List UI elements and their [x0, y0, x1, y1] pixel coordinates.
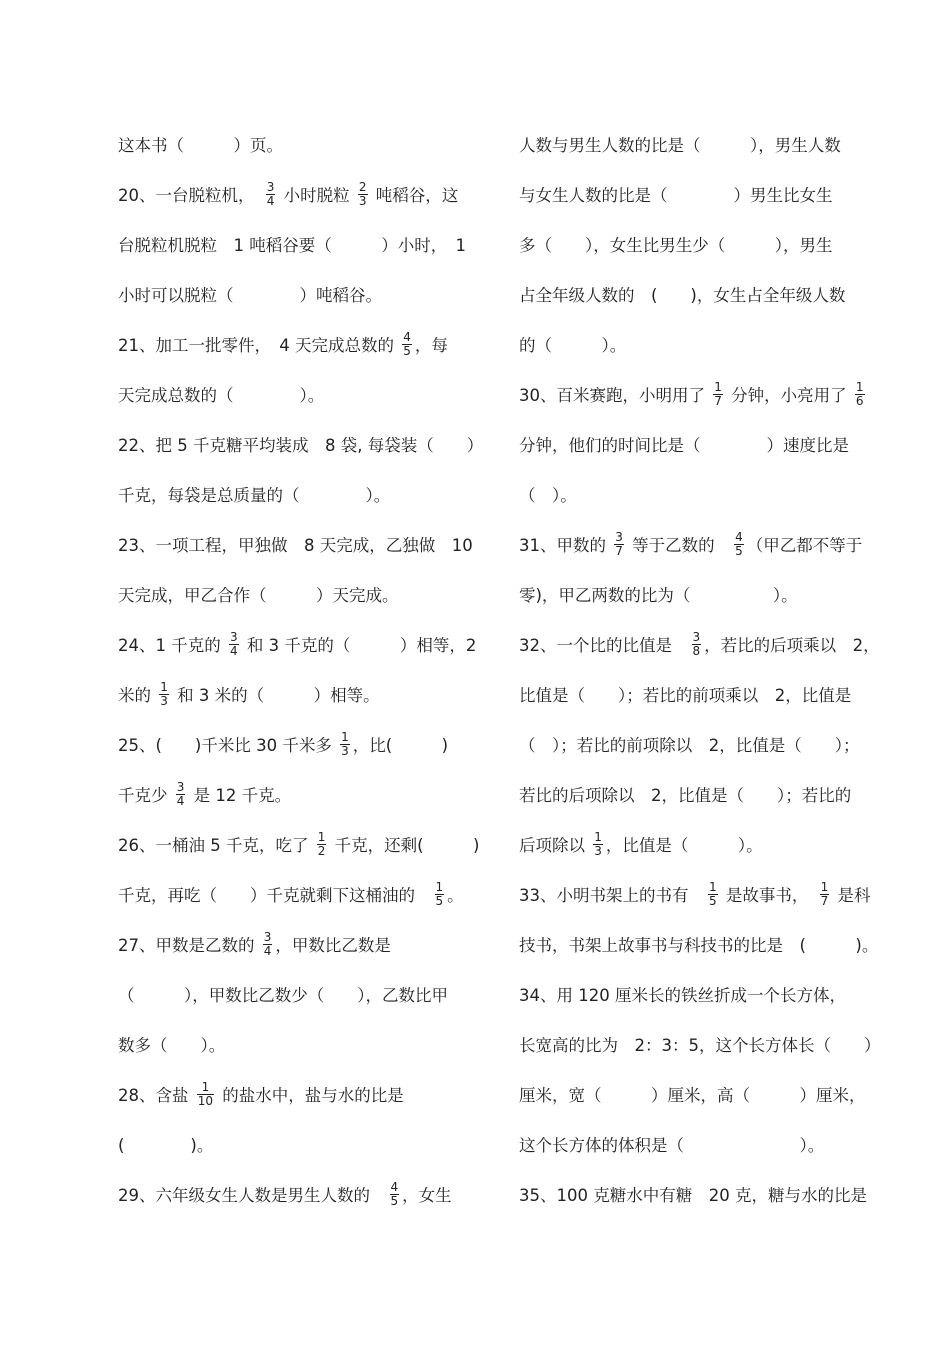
text-run: 分钟，他们的时间比是（ ）速度比是: [519, 436, 849, 455]
text-line: [118, 1021, 486, 1071]
text-line: [118, 271, 486, 321]
fraction-numerator: 1: [341, 730, 349, 744]
fraction: [692, 631, 702, 658]
text-run: 等于乙数的: [626, 536, 732, 555]
text-run: 千克，每袋是总质量的（ ）。: [118, 486, 391, 505]
text-run: 是 12 千克。: [188, 786, 292, 805]
text-line: [519, 671, 887, 721]
text-run: 23、一项工程，甲独做 8 天完成，乙独做 10: [118, 536, 473, 555]
left-column: [118, 121, 486, 1221]
text-line: [519, 571, 887, 621]
text-run: 米的: [118, 686, 157, 705]
text-line: [519, 821, 887, 871]
fraction-denominator: 7: [714, 394, 722, 408]
text-line: [118, 1071, 486, 1121]
fraction-numerator: 2: [358, 180, 367, 194]
fraction-numerator: 1: [160, 680, 168, 694]
fraction-denominator: 4: [229, 644, 238, 658]
text-run: 31、甲数的: [519, 536, 612, 555]
fraction-numerator: 4: [390, 1180, 399, 1194]
text-run: 千克，再吃（ ）千克就剩下这桶油的: [118, 886, 432, 905]
text-run: 25、( )千米比 30 千米多: [118, 736, 338, 755]
fraction: [713, 381, 723, 408]
fraction-denominator: 5: [390, 1194, 399, 1208]
text-run: 后项除以: [519, 836, 591, 855]
text-run: 。: [447, 886, 464, 905]
text-run: 30、百米赛跑，小明用了: [519, 386, 711, 405]
text-line: [118, 771, 486, 821]
text-line: [118, 1171, 486, 1221]
text-run: ，比( ): [352, 736, 449, 755]
text-run: 小时可以脱粒（ ）吨稻谷。: [118, 286, 382, 305]
text-run: 33、小明书架上的书有: [519, 886, 705, 905]
fraction-denominator: 3: [358, 194, 367, 208]
text-line: [519, 471, 887, 521]
fraction-numerator: 1: [594, 830, 602, 844]
fraction-denominator: 4: [176, 794, 185, 808]
text-run: 台脱粒机脱粒 1 吨稻谷要（ ）小时， 1: [118, 236, 466, 255]
text-run: 天完成，甲乙合作（ ）天完成。: [118, 586, 399, 605]
text-line: [118, 821, 486, 871]
text-line: [118, 421, 486, 471]
text-run: 和 3 米的（ ）相等。: [171, 686, 380, 705]
text-run: 26、一桶油 5 千克，吃了: [118, 836, 314, 855]
text-run: 是科: [832, 886, 871, 905]
fraction-numerator: 4: [735, 530, 743, 544]
text-run: （ ）；若比的前项除以 2，比值是（ ）；: [519, 736, 860, 755]
text-run: 天完成总数的（ ）。: [118, 386, 325, 405]
text-line: [519, 621, 887, 671]
fraction-numerator: 1: [201, 1080, 210, 1094]
fraction-numerator: 3: [266, 180, 275, 194]
fraction: [358, 181, 368, 208]
text-run: ，女生: [402, 1186, 452, 1205]
text-run: 35、100 克糖水中有糖 20 克，糖与水的比是: [519, 1186, 867, 1205]
text-run: 24、1 千克的: [118, 636, 226, 655]
fraction-numerator: 4: [403, 330, 411, 344]
fraction-numerator: 3: [692, 630, 701, 644]
fraction-denominator: 5: [709, 894, 717, 908]
text-run: 这本书（ ）页。: [118, 136, 283, 155]
fraction: [263, 931, 273, 958]
text-run: 32、一个比的比值是: [519, 636, 689, 655]
text-run: 22、把 5 千克糖平均装成 8 袋, 每袋装（ ）: [118, 436, 484, 455]
text-run: 零)，甲乙两数的比为（ ）。: [519, 586, 798, 605]
text-run: 和 3 千克的（ ）相等，2: [241, 636, 477, 655]
text-run: 29、六年级女生人数是男生人数的: [118, 1186, 387, 1205]
fraction-denominator: 5: [403, 344, 411, 358]
text-run: 千克，还剩( ): [329, 836, 480, 855]
fraction: [390, 1181, 400, 1208]
text-run: ，每: [414, 336, 448, 355]
text-run: 28、含盐: [118, 1086, 194, 1105]
fraction: [229, 631, 239, 658]
fraction: [820, 881, 830, 908]
text-run: ( )。: [118, 1136, 214, 1155]
text-line: [519, 1021, 887, 1071]
text-run: 人数与男生人数的比是（ ），男生人数: [519, 136, 841, 155]
text-line: [118, 371, 486, 421]
fraction-numerator: 1: [820, 880, 829, 894]
fraction-denominator: 8: [692, 644, 701, 658]
right-column: [519, 121, 887, 1221]
text-line: [519, 871, 887, 921]
text-line: [118, 621, 486, 671]
text-run: 吨稻谷，这: [370, 186, 459, 205]
text-run: 长宽高的比为 2：3：5，这个长方体长（ ）: [519, 1036, 881, 1055]
fraction-denominator: 4: [266, 194, 275, 208]
fraction-denominator: 7: [615, 544, 623, 558]
fraction: [855, 381, 865, 408]
text-line: [118, 671, 486, 721]
text-run: 厘米，宽（ ）厘米，高（ ）厘米，: [519, 1086, 866, 1105]
text-line: [519, 1171, 887, 1221]
text-run: 数多（ ）。: [118, 1036, 226, 1055]
fraction: [435, 881, 445, 908]
text-line: [519, 121, 887, 171]
text-run: 多（ ），女生比男生少（ ），男生: [519, 236, 833, 255]
fraction: [159, 681, 169, 708]
text-line: [519, 421, 887, 471]
fraction-denominator: 6: [855, 394, 864, 408]
text-run: 20、一台脱粒机，: [118, 186, 263, 205]
fraction-denominator: 7: [820, 894, 829, 908]
text-line: [118, 521, 486, 571]
fraction-denominator: 10: [197, 1094, 214, 1108]
fraction-denominator: 5: [735, 544, 743, 558]
text-run: 的盐水中，盐与水的比是: [217, 1086, 404, 1105]
fraction-numerator: 3: [176, 780, 185, 794]
fraction: [614, 531, 624, 558]
text-run: 21、加工一批零件， 4 天完成总数的: [118, 336, 400, 355]
text-run: （ ）。: [519, 486, 577, 505]
text-line: [519, 1121, 887, 1171]
fraction-numerator: 1: [714, 380, 722, 394]
fraction: [708, 881, 718, 908]
fraction-denominator: 3: [341, 744, 349, 758]
fraction: [176, 781, 186, 808]
text-run: 这个长方体的体积是（ ）。: [519, 1136, 825, 1155]
text-line: [118, 971, 486, 1021]
text-run: 27、甲数是乙数的: [118, 936, 260, 955]
text-line: [118, 121, 486, 171]
fraction: [402, 331, 412, 358]
fraction-numerator: 1: [435, 880, 444, 894]
text-line: [519, 771, 887, 821]
text-run: ，若比的后项乘以 2，: [704, 636, 880, 655]
fraction-denominator: 3: [594, 844, 602, 858]
text-line: [118, 871, 486, 921]
text-line: [118, 221, 486, 271]
text-line: [519, 171, 887, 221]
text-run: 小时脱粒: [278, 186, 355, 205]
text-run: 比值是（ ）；若比的前项乘以 2，比值是: [519, 686, 852, 705]
fraction-numerator: 3: [229, 630, 238, 644]
text-run: 34、用 120 厘米长的铁丝折成一个长方体，: [519, 986, 846, 1005]
fraction-numerator: 1: [855, 380, 864, 394]
fraction-numerator: 3: [615, 530, 623, 544]
fraction: [317, 831, 327, 858]
text-run: 占全年级人数的 ( )，女生占全年级人数: [519, 286, 846, 305]
text-run: ，比值是（ ）。: [605, 836, 763, 855]
text-line: [519, 971, 887, 1021]
text-line: [519, 371, 887, 421]
text-line: [519, 221, 887, 271]
fraction-denominator: 5: [435, 894, 444, 908]
fraction-denominator: 2: [317, 844, 326, 858]
fraction: [266, 181, 276, 208]
text-run: 的（ ）。: [519, 336, 627, 355]
text-line: [118, 921, 486, 971]
fraction-numerator: 3: [263, 930, 272, 944]
text-line: [519, 921, 887, 971]
text-run: 千克少: [118, 786, 173, 805]
fraction-denominator: 3: [160, 694, 168, 708]
text-run: 若比的后项除以 2，比值是（ ）；若比的: [519, 786, 852, 805]
text-run: 是故事书，: [720, 886, 817, 905]
text-run: ，甲数比乙数是: [275, 936, 391, 955]
text-run: （ ），甲数比乙数少（ ），乙数比甲: [118, 986, 448, 1005]
text-line: [118, 471, 486, 521]
text-line: [519, 721, 887, 771]
text-run: （甲乙都不等于: [746, 536, 863, 555]
text-line: [519, 321, 887, 371]
text-line: [118, 171, 486, 221]
text-line: [118, 321, 486, 371]
text-line: [519, 521, 887, 571]
text-line: [118, 721, 486, 771]
fraction-numerator: 1: [709, 880, 717, 894]
text-line: [519, 271, 887, 321]
text-run: 技书，书架上故事书与科技书的比是 ( )。: [519, 936, 879, 955]
fraction-numerator: 1: [317, 830, 326, 844]
text-line: [519, 1071, 887, 1121]
fraction: [197, 1081, 214, 1108]
text-run: 与女生人数的比是（ ）男生比女生: [519, 186, 833, 205]
text-line: [118, 571, 486, 621]
text-line: [118, 1121, 486, 1171]
fraction: [734, 531, 744, 558]
fraction: [340, 731, 350, 758]
text-run: 分钟，小亮用了: [725, 386, 852, 405]
fraction: [593, 831, 603, 858]
fraction-denominator: 4: [263, 944, 272, 958]
